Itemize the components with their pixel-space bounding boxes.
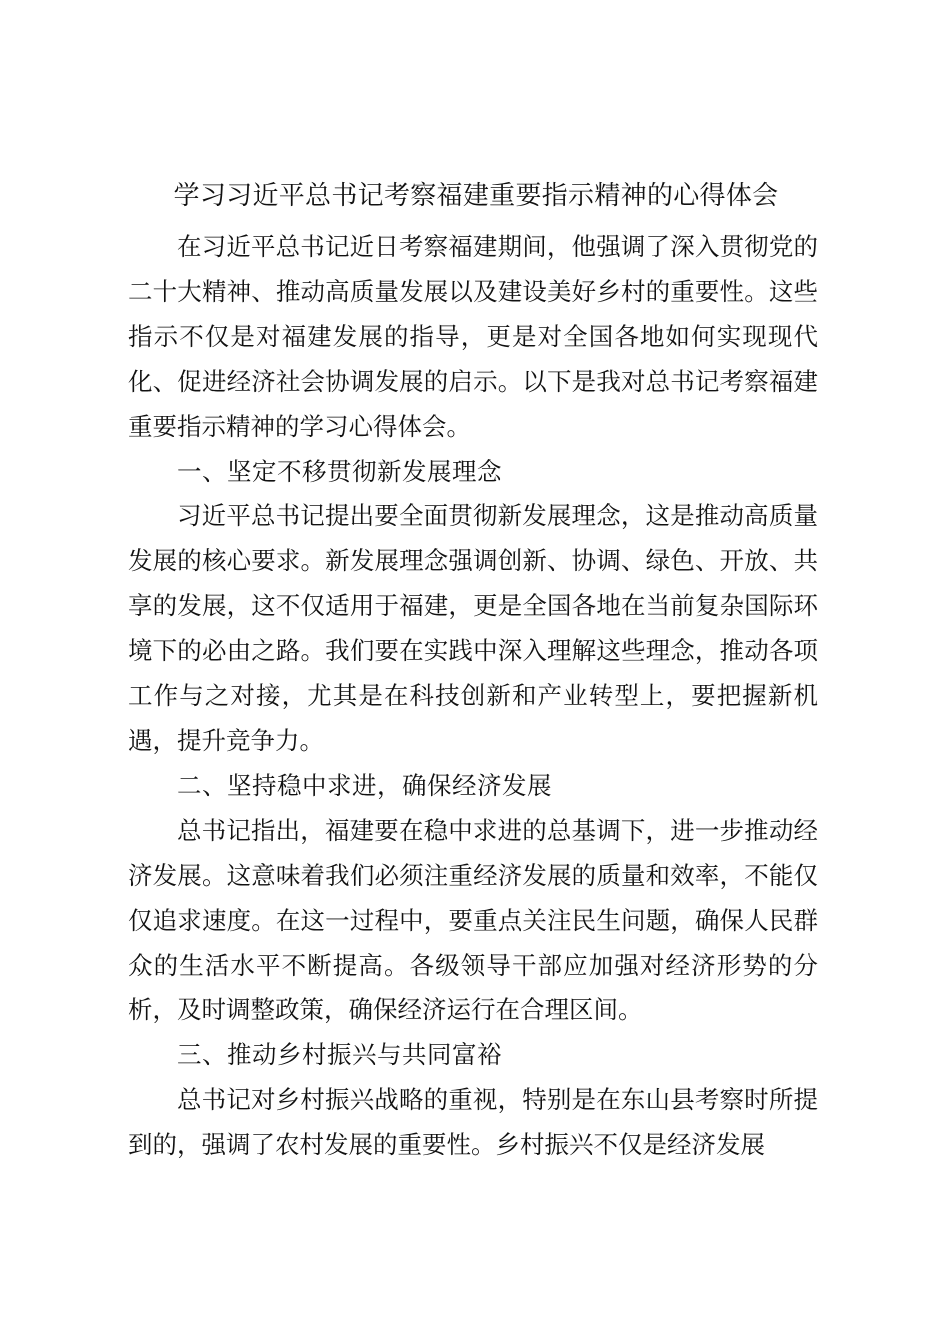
- intro-paragraph: 在习近平总书记近日考察福建期间，他强调了深入贯彻党的二十大精神、推动高质量发展以及建设美好乡村的重要性。这些指示不仅是对福建发展的指导，更是对全国各地如何实现现代化、促进经济社会协调发展的启示。以下是我对总书记考察福建重要指示精神的学习心得体会。: [128, 232, 818, 441]
- section-paragraph-2: 总书记指出，福建要在稳中求进的总基调下，进一步推动经济发展。这意味着我们必须注重经济发展的质量和效率，不能仅仅追求速度。在这一过程中，要重点关注民生问题，确保人民群众的生活水平不断提高。各级领导干部应加强对经济形势的分析，及时调整政策，确保经济运行在合理区间。: [128, 815, 818, 1025]
- document-body: [128, 225, 818, 1168]
- section-heading-1: 一、坚定不移贯彻新发展理念: [177, 456, 502, 486]
- section-paragraph-1: 习近平总书记提出要全面贯彻新发展理念，这是推动高质量发展的核心要求。新发展理念强调创新、协调、绿色、开放、共享的发展，这不仅适用于福建，更是全国各地在当前复杂国际环境下的必由之路。我们要在实践中深入理解这些理念，推动各项工作与之对接，尤其是在科技创新和产业转型上，要把握新机遇，提升竞争力。: [128, 501, 818, 755]
- document-title: 学习习近平总书记考察福建重要指示精神的心得体会: [173, 181, 779, 211]
- section-heading-2: 二、坚持稳中求进，确保经济发展: [177, 770, 552, 800]
- section-paragraph-3: 总书记对乡村振兴战略的重视，特别是在东山县考察时所提到的，强调了农村发展的重要性。乡村振兴不仅是经济发展: [128, 1085, 818, 1160]
- section-heading-3: 三、推动乡村振兴与共同富裕: [177, 1040, 502, 1070]
